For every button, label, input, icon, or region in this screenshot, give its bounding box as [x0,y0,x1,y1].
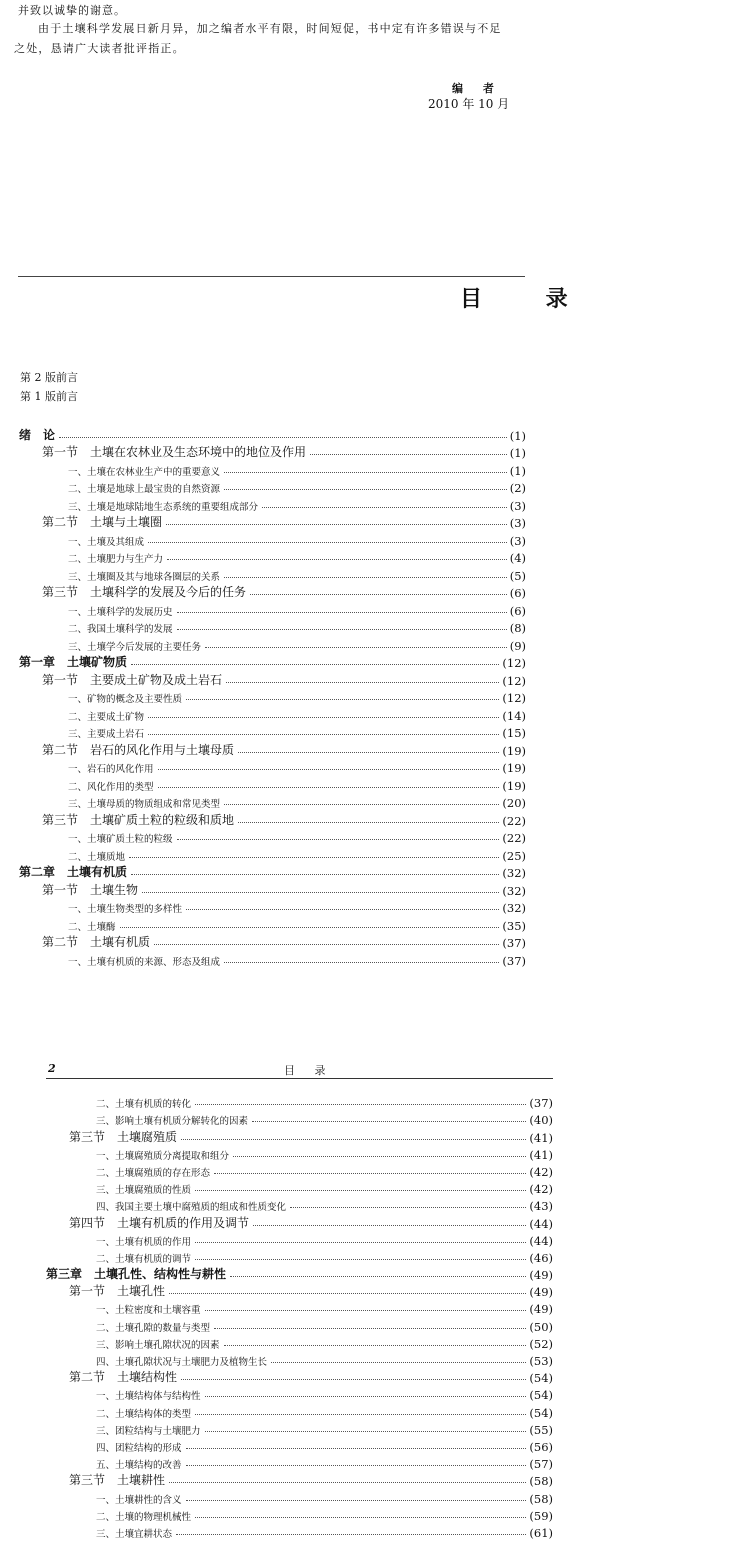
toc-entry [0,775,526,793]
toc-entry-page: (42) [529,1164,553,1179]
toc-title: 目 录 [460,286,596,312]
toc-entry-page: (59) [529,1508,553,1523]
toc-entry-label: 绪 论 [19,427,56,442]
toc-entry-page: (22) [502,813,526,828]
toc-entry-page: (55) [529,1422,553,1437]
toc-entry-label: 三、主要成土岩石 [68,729,145,740]
toc-entry [0,1454,553,1471]
preface-date: 2010 年 10 月 [428,97,510,111]
preface-line-3: 之处，恳请广大读者批评指正。 [14,42,185,55]
dot-leader [224,472,507,473]
dot-leader [224,962,499,963]
toc-entry-label: 第三节 土壤腐殖质 [69,1129,178,1144]
toc-entry-page: (44) [529,1216,553,1231]
toc-entry [0,443,526,461]
dot-leader [226,682,499,683]
toc-entry [0,513,526,531]
toc-entry-label: 一、土壤耕性的含义 [96,1494,182,1506]
toc-entry-page: (61) [529,1525,553,1540]
dot-leader [181,1139,526,1140]
toc-entry-page: (6) [509,586,526,600]
toc-entry-page: (41) [529,1130,553,1145]
toc-entry [0,1385,553,1402]
toc-entry-label: 第二节 土壤与土壤圈 [42,515,163,529]
toc-entry-page: (19) [502,743,526,758]
toc-entry-label: 三、土壤母质的物质组成和常见类型 [68,799,221,810]
dot-leader [177,629,507,630]
toc-entry-page: (35) [502,918,526,933]
toc-entry [0,460,526,478]
dot-leader [205,1431,527,1432]
toc-entry [0,740,526,758]
dot-leader [166,524,507,525]
dot-leader [224,1345,527,1346]
toc-entry [0,425,526,443]
toc-entry-page: (37) [502,953,526,968]
dot-leader [186,909,499,910]
toc-entry-page: (3) [509,498,526,513]
toc-entry-label: 三、土壤学今后发展的主要任务 [68,641,202,653]
toc-entry-label: 二、土壤是地球上最宝贵的自然资源 [68,484,221,495]
toc-entry-page: (20) [502,796,526,810]
toc-entry [0,1179,553,1196]
toc-entry [0,1162,553,1179]
dot-leader [195,1517,526,1518]
toc-entry-label: 三、影响土壤有机质分解转化的因素 [96,1116,249,1128]
toc-entry [0,705,526,723]
toc-entry [0,758,526,776]
toc-entry-page: (58) [529,1491,553,1506]
toc-entry-label: 第一章 土壤矿物质 [19,655,128,669]
toc-entry [0,1420,553,1437]
toc-entry-page: (54) [529,1405,553,1420]
toc-entry-page: (46) [529,1250,553,1265]
toc-entry [0,1213,553,1230]
toc-entry-label: 第二章 土壤有机质 [19,865,128,879]
dot-leader [195,1104,526,1105]
toc-entry [0,495,526,513]
toc-entry-label: 三、土壤腐殖质的性质 [96,1185,192,1197]
toc-entry-label: 一、岩石的风化作用 [68,764,154,775]
toc-entry-label: 二、风化作用的类型 [68,781,154,793]
preface-line-2: 由于土壤科学发展日新月异，加之编者水平有限，时间短促，书中定有许多错误与不足 [38,22,502,35]
page-number: 2 [48,1062,56,1075]
toc-entry-page: (25) [502,848,526,863]
toc-entry [0,1299,553,1316]
toc-entry-page: (56) [529,1439,553,1454]
toc-entry-page: (3) [509,516,526,530]
toc-entry-page: (52) [529,1336,553,1351]
toc-entry-page: (14) [502,708,526,723]
dot-leader [169,1293,526,1294]
toc-entry-label: 三、土壤宜耕状态 [96,1528,173,1540]
toc-entry-label: 二、土壤孔隙的数量与类型 [96,1322,211,1334]
toc-entry-label: 二、土壤腐殖质的存在形态 [96,1167,211,1179]
toc-entry [0,1437,553,1454]
toc-entry-label: 二、土壤酶 [68,921,116,933]
dot-leader [195,1242,526,1243]
toc-entry [0,548,526,566]
toc-entry-page: (58) [529,1474,553,1489]
toc-entry-label: 二、土壤的物理机械性 [96,1511,192,1523]
dot-leader [142,892,499,893]
toc-entry-label: 一、土壤矿质土粒的粒级 [68,834,173,845]
toc-entry [0,1402,553,1419]
toc-entry-label: 第二节 土壤有机质 [42,935,151,949]
dot-leader [186,1448,527,1449]
toc-entry-page: (32) [502,883,526,898]
toc-entry [0,583,526,601]
toc-entry-label: 第二节 土壤结构性 [69,1370,178,1385]
toc-entry [0,1231,553,1248]
toc-entry-page: (37) [502,936,526,950]
toc-entry-label: 第一节 土壤在农林业及生态环境中的地位及作用 [42,445,307,459]
toc-entry-label: 四、土壤孔隙状况与土壤肥力及植物生长 [96,1357,268,1368]
preface-author: 编 者 [452,82,502,95]
dot-leader [271,1362,526,1363]
toc-entry-page: (9) [509,638,526,653]
toc-entry-label: 第三节 土壤科学的发展及今后的任务 [42,585,247,599]
dot-leader [158,769,500,770]
dot-leader [177,839,500,840]
dot-leader [230,1276,526,1277]
toc-entry [0,880,526,898]
dot-leader [252,1121,526,1122]
toc-entry-page: (1) [509,446,526,460]
dot-leader [195,1190,526,1191]
toc-entry [0,1248,553,1265]
dot-leader [186,699,499,700]
toc-entry-label: 一、土壤及其组成 [68,536,145,548]
toc-entry [0,600,526,618]
toc-entry-label: 一、土壤生物类型的多样性 [68,904,183,915]
toc-entry-page: (8) [509,621,526,635]
toc-entry-page: (1) [509,428,526,443]
toc-entry-label: 一、土壤有机质的来源、形态及组成 [68,956,221,968]
toc-entry-page: (5) [509,568,526,583]
dot-leader [148,717,499,718]
toc-entry [0,670,526,688]
toc-entry-page: (44) [529,1233,553,1248]
dot-leader [148,734,499,735]
toc-entry-label: 三、影响土壤孔隙状况的因素 [96,1339,220,1351]
toc-entry [0,845,526,863]
dot-leader [158,787,500,788]
toc-entry-page: (2) [509,481,526,495]
dot-leader [224,577,507,578]
toc-entry-label: 一、土壤有机质的作用 [96,1236,192,1248]
toc-entry-page: (1) [509,463,526,478]
toc-entry [0,1523,553,1540]
toc-entry [0,1334,553,1351]
toc-entry [0,635,526,653]
toc-entry [0,915,526,933]
toc-entry-label: 三、土壤圈及其与地球各圈层的关系 [68,571,221,583]
toc-entry-label: 一、土壤在农林业生产中的重要意义 [68,466,221,478]
toc-entry-page: (32) [502,901,526,915]
toc-entry [0,1368,553,1385]
dot-leader [148,542,507,543]
dot-leader [205,647,507,648]
toc-entry-page: (53) [529,1354,553,1368]
dot-leader [253,1225,526,1226]
toc-entry [0,530,526,548]
toc-entry-page: (40) [529,1113,553,1128]
toc-entry [0,863,526,881]
toc-entry-label: 二、主要成土矿物 [68,711,145,723]
dot-leader [186,1500,527,1501]
toc-entry-page: (32) [502,866,526,880]
toc-entry [0,1488,553,1505]
toc-entry [0,1265,553,1282]
toc-entry [0,653,526,671]
toc-entry-label: 二、土壤有机质的调节 [96,1253,192,1265]
toc-entry-page: (50) [529,1319,553,1334]
dot-leader [224,489,507,490]
toc-entry-label: 第一节 土壤生物 [42,882,139,897]
toc-entry-label: 一、土粒密度和土壤容重 [96,1305,201,1317]
toc-entry [0,828,526,846]
toc-entry-label: 一、土壤科学的发展历史 [68,606,173,618]
toc-entry-page: (3) [509,533,526,548]
toc-entry [0,1196,553,1213]
toc-entry-label: 第四节 土壤有机质的作用及调节 [69,1215,250,1230]
toc-entry-label: 一、土壤腐殖质分离提取和组分 [96,1150,230,1162]
toc-entry-page: (43) [529,1199,553,1214]
dot-leader [205,1396,527,1397]
dot-leader [290,1207,526,1208]
dot-leader [233,1156,526,1157]
front-matter-2nd-preface: 第 2 版前言 [20,371,78,384]
toc-entry [0,478,526,496]
toc-entry-page: (6) [509,603,526,618]
toc-entry-label: 第一节 主要成土矿物及成土岩石 [42,672,223,687]
dot-leader [205,1310,527,1311]
toc-entry-page: (4) [509,551,526,565]
toc-entry-page: (37) [529,1096,553,1111]
dot-leader [177,612,507,613]
dot-leader [169,1482,526,1483]
dot-leader [195,1414,526,1415]
toc-entry [0,1316,553,1333]
dot-leader [262,507,507,508]
toc-entry-page: (42) [529,1182,553,1197]
toc-entry-label: 一、矿物的概念及主要性质 [68,694,183,705]
toc-entry [0,950,526,968]
toc-entry [0,1282,553,1299]
toc-entry-page: (54) [529,1388,553,1403]
toc-entry [0,688,526,706]
toc-entry-label: 二、土壤肥力与生产力 [68,554,164,565]
preface-line-1: 并致以诚挚的谢意。 [18,4,126,17]
toc-entry-page: (57) [529,1457,553,1472]
toc-entry [0,565,526,583]
dot-leader [59,437,507,438]
dot-leader [120,927,500,928]
toc-entry-page: (12) [502,656,526,670]
toc-entry-page: (49) [529,1285,553,1300]
dot-leader [214,1328,526,1329]
toc-entry-page: (19) [502,778,526,793]
dot-leader [214,1173,526,1174]
front-matter-1st-preface: 第 1 版前言 [20,390,78,403]
dot-leader [167,559,507,560]
dot-leader [310,454,507,455]
toc-entry-label: 二、土壤结构体的类型 [96,1408,192,1420]
toc-entry-label: 第三节 土壤耕性 [69,1473,166,1488]
toc-entry-label: 二、土壤质地 [68,851,126,863]
toc-list-page-2 [0,1093,553,1540]
dot-leader [238,822,499,823]
toc-entry-page: (49) [529,1302,553,1317]
toc-entry [0,1351,553,1368]
toc-entry-label: 四、团粒结构的形成 [96,1442,182,1454]
toc-entry [0,1471,553,1488]
toc-entry-label: 二、土壤有机质的转化 [96,1099,192,1111]
toc-entry-page: (12) [502,673,526,688]
toc-entry [0,793,526,811]
toc-entry-label: 三、团粒结构与土壤肥力 [96,1425,201,1437]
toc-entry-label: 三、土壤是地球陆地生态系统的重要组成部分 [68,501,259,513]
toc-list-page-1 [0,425,526,968]
toc-entry-label: 第三节 土壤矿质土粒的粒级和质地 [42,812,235,827]
dot-leader [131,874,499,875]
toc-entry-page: (19) [502,761,526,775]
toc-entry-label: 第一节 土壤孔性 [69,1284,166,1299]
toc-entry-label: 五、土壤结构的改善 [96,1460,182,1472]
toc-entry-label: 第二节 岩石的风化作用与土壤母质 [42,742,235,757]
toc-entry-page: (49) [529,1268,553,1283]
toc-entry [0,933,526,951]
toc-entry-page: (15) [502,726,526,740]
toc-entry-page: (41) [529,1147,553,1162]
dot-leader [186,1465,527,1466]
toc-entry [0,1110,553,1127]
dot-leader [131,664,499,665]
dot-leader [238,752,499,753]
toc-entry-page: (12) [502,691,526,705]
dot-leader [224,804,499,805]
toc-entry-label: 第三章 土壤孔性、结构性与耕性 [46,1267,227,1282]
title-divider [18,276,525,277]
toc-entry-label: 一、土壤结构体与结构性 [96,1391,201,1403]
toc-entry [0,898,526,916]
dot-leader [181,1379,526,1380]
toc-entry [0,1145,553,1162]
toc-entry-page: (22) [502,831,526,845]
dot-leader [154,944,499,945]
toc-entry [0,1506,553,1523]
header-divider [46,1078,553,1079]
toc-entry [0,810,526,828]
toc-entry [0,1127,553,1144]
toc-entry-label: 二、我国土壤科学的发展 [68,624,173,635]
dot-leader [129,857,499,858]
dot-leader [195,1259,526,1260]
toc-entry-page: (54) [529,1371,553,1386]
dot-leader [250,594,507,595]
toc-entry [0,723,526,741]
dot-leader [176,1534,526,1535]
toc-entry-label: 四、我国主要土壤中腐殖质的组成和性质变化 [96,1202,287,1214]
toc-entry [0,618,526,636]
toc-entry [0,1093,553,1110]
running-header-title: 目 录 [284,1064,334,1077]
